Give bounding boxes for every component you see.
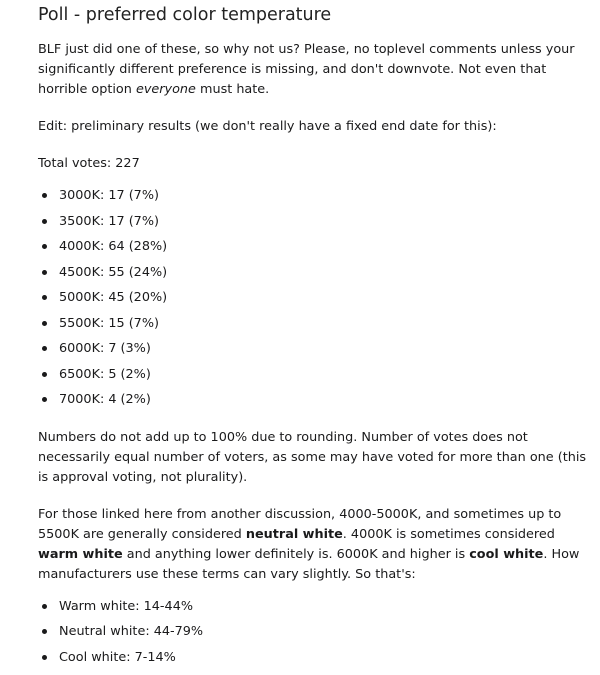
rounding-note: Numbers do not add up to 100% due to rounding. Number of votes does not necessarily equal number of voters, as some may have voted for more than one (this is approval voting, not plurality).	[38, 429, 587, 485]
vote-result: 6000K: 7 (3%)	[59, 341, 151, 356]
bullet-icon	[42, 244, 47, 249]
vote-result: 3000K: 17 (7%)	[59, 188, 159, 203]
list-item	[38, 237, 594, 263]
list-item	[38, 212, 594, 238]
bullet-icon	[42, 629, 47, 634]
intro-text-2: must hate.	[195, 82, 270, 97]
bullet-icon	[42, 295, 47, 300]
cool-white-term: cool white	[469, 546, 544, 562]
vote-result: 5000K: 45 (20%)	[59, 290, 168, 305]
post-title[interactable]: Poll - preferred color temperature	[38, 5, 332, 25]
white-ranges-list	[38, 597, 594, 674]
list-item	[38, 390, 594, 416]
bullet-icon	[42, 397, 47, 402]
neutral-white-term: neutral white	[245, 526, 343, 542]
list-item	[38, 339, 594, 365]
explanation-text-3: and anything lower definitely is. 6000K and higher is	[122, 546, 470, 562]
list-item	[38, 648, 594, 674]
post-body	[38, 40, 594, 673]
list-item	[38, 597, 594, 623]
list-item	[38, 186, 594, 212]
range-item: Warm white: 14-44%	[59, 598, 193, 614]
total-votes: Total votes: 227	[38, 156, 140, 171]
vote-result: 4500K: 55 (24%)	[59, 264, 168, 280]
warm-white-term: warm white	[38, 546, 123, 562]
intro-text-1: BLF just did one of these, so why not us? Please, no toplevel comments unless your significantly different preference is missing, and don't downvote. Not even that horrible option	[38, 42, 575, 97]
bullet-icon	[42, 270, 47, 275]
explanation-text-1: For those linked here from another discussion, 4000-5000K, and sometimes up to 5500K are generally considered	[38, 506, 562, 542]
range-item: Neutral white: 44-79%	[59, 624, 204, 639]
bullet-icon	[42, 655, 47, 660]
vote-result: 7000K: 4 (2%)	[59, 392, 151, 407]
explanation-text-4: . How manufacturers use these terms can vary slightly. So that's:	[38, 546, 580, 582]
list-item	[38, 263, 594, 289]
bullet-icon	[42, 604, 47, 609]
explanation-text-2: . 4000K is sometimes considered	[342, 526, 555, 542]
vote-result: 3500K: 17 (7%)	[59, 213, 159, 229]
range-item: Cool white: 7-14%	[59, 649, 176, 665]
list-item	[38, 622, 594, 648]
bullet-icon	[42, 321, 47, 326]
vote-result: 6500K: 5 (2%)	[59, 366, 151, 382]
list-item	[38, 365, 594, 391]
vote-results-list	[38, 186, 594, 416]
bullet-icon	[42, 346, 47, 351]
edit-note: Edit: preliminary results (we don't really have a fixed end date for this):	[38, 119, 497, 134]
bullet-icon	[42, 372, 47, 377]
intro-paragraph	[38, 40, 594, 100]
intro-emphasis: everyone	[135, 82, 196, 97]
vote-result: 4000K: 64 (28%)	[59, 239, 168, 254]
bullet-icon	[42, 219, 47, 224]
list-item	[38, 288, 594, 314]
explanation-paragraph	[38, 505, 594, 585]
list-item	[38, 314, 594, 340]
vote-result: 5500K: 15 (7%)	[59, 315, 159, 331]
bullet-icon	[42, 193, 47, 198]
